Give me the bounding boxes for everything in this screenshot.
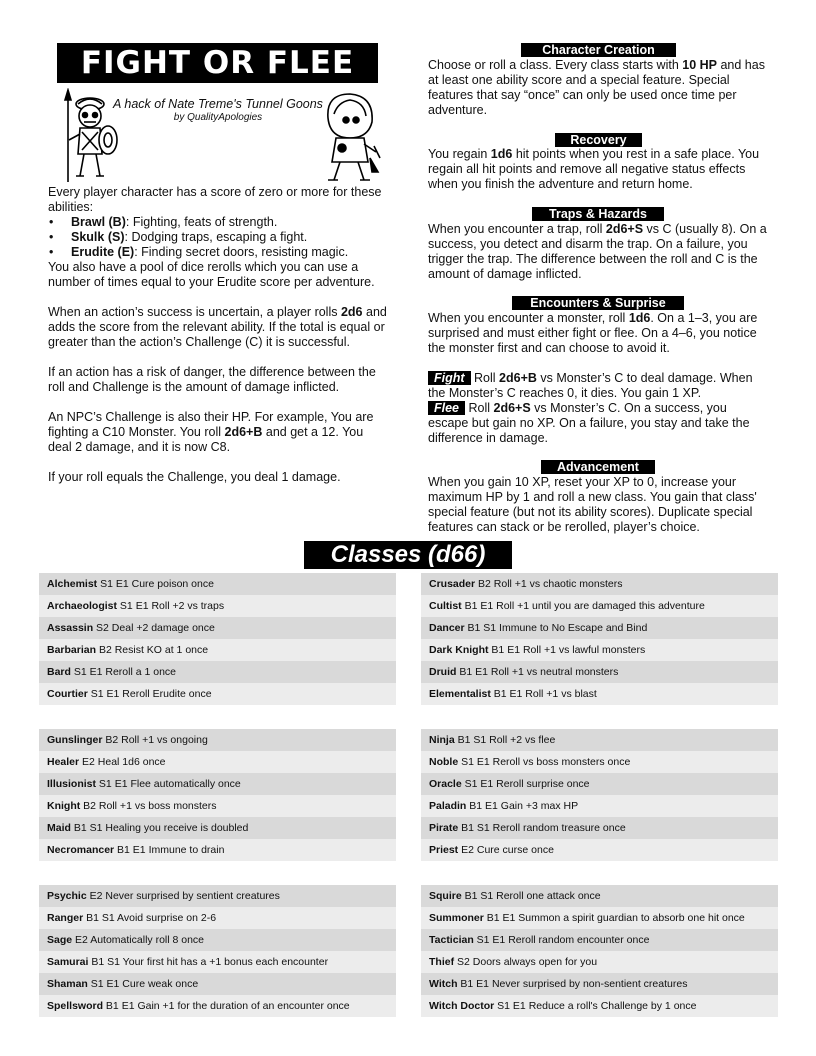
class-row (39, 817, 396, 839)
class-feature: S1 E1 Roll +2 vs traps (117, 600, 225, 612)
author-credit: by QualityApologies (173, 112, 263, 123)
class-feature: S1 E1 Cure weak once (87, 978, 199, 990)
encounters-heading: Encounters & Surprise (512, 296, 684, 310)
class-feature: B2 Resist KO at 1 once (96, 644, 209, 656)
class-name: Crusader (429, 578, 476, 590)
class-row (39, 683, 396, 705)
class-name: Gunslinger (47, 734, 103, 746)
class-table-2 (421, 573, 778, 705)
subtitle: A hack of Nate Treme's Tunnel Goons (113, 97, 323, 111)
class-row (421, 639, 778, 661)
class-name: Illusionist (47, 778, 97, 790)
class-name: Bard (47, 666, 71, 678)
class-name: Courtier (47, 688, 88, 700)
class-feature: B1 E1 Roll +1 vs blast (490, 688, 597, 700)
class-row (39, 639, 396, 661)
class-table-4 (421, 729, 778, 861)
class-name: Necromancer (47, 844, 115, 856)
class-table-3 (39, 729, 396, 861)
class-feature: S1 E1 Reroll surprise once (461, 778, 590, 790)
class-row (421, 795, 778, 817)
class-feature: B1 E1 Gain +3 max HP (466, 800, 579, 812)
class-name: Witch (429, 978, 458, 990)
class-feature: E2 Cure curse once (458, 844, 554, 856)
class-row (39, 973, 396, 995)
class-row (39, 795, 396, 817)
character-creation-text: Choose or roll a class. Every class starts with 10 HP and has at least one ability score and a special feature. Special features that say “once” can only be used once time per adventure. (428, 58, 765, 117)
class-name: Dark Knight (429, 644, 489, 656)
class-row (421, 929, 778, 951)
class-row (39, 751, 396, 773)
class-feature: S2 Deal +2 damage once (93, 622, 215, 634)
class-row (421, 973, 778, 995)
class-feature: B1 E1 Summon a spirit guardian to absorb one hit once (483, 912, 745, 924)
class-name: Ninja (429, 734, 455, 746)
class-row (421, 995, 778, 1017)
class-feature: S1 E1 Reroll vs boss monsters once (458, 756, 631, 768)
class-row (39, 839, 396, 861)
class-name: Assassin (47, 622, 94, 634)
class-feature: B1 E1 Roll +1 vs lawful monsters (488, 644, 646, 656)
ability-skulk (71, 230, 388, 245)
class-name: Summoner (429, 912, 484, 924)
class-name: Witch Doctor (429, 1000, 495, 1012)
page-title: FIGHT OR FLEE (57, 43, 378, 83)
class-name: Sage (47, 934, 73, 946)
fight-tag: Fight (428, 371, 471, 385)
flee-tag: Flee (428, 401, 465, 415)
recovery-text: You regain 1d6 hit points when you rest in a safe place. You regain all hit points and remove all negative status effects when you finish the adventure and return home. (428, 147, 760, 191)
class-name: Druid (429, 666, 457, 678)
class-table-1 (39, 573, 396, 705)
classes-heading: Classes (d66) (304, 541, 512, 569)
class-feature: S1 E1 Cure poison once (97, 578, 214, 590)
class-feature: E2 Heal 1d6 once (79, 756, 166, 768)
class-name: Noble (429, 756, 459, 768)
character-creation-heading: Character Creation (521, 43, 676, 57)
class-row (39, 661, 396, 683)
encounters-text: When you encounter a monster, roll 1d6. On a 1–3, you are surprised and must either fight or flee. On a 4–6, you notice the monster first and can choose to avoid it. (428, 311, 758, 355)
class-feature: E2 Never surprised by sentient creatures (86, 890, 280, 902)
class-feature: B1 E1 Immune to drain (114, 844, 225, 856)
class-feature: B2 Roll +1 vs chaotic monsters (475, 578, 623, 590)
class-name: Barbarian (47, 644, 97, 656)
ability-name: Skulk (S) (71, 230, 125, 244)
class-row (39, 595, 396, 617)
class-name: Psychic (47, 890, 87, 902)
abilities-list (48, 215, 388, 260)
class-feature: B1 S1 Avoid surprise on 2-6 (83, 912, 217, 924)
npc-challenge-rule: An NPC’s Challenge is also their HP. For example, You are fighting a C10 Monster. You roll 2d6+B and get a 12. You deal 2 damage, and it is now C8. (48, 410, 374, 454)
class-row (39, 995, 396, 1017)
class-row (39, 617, 396, 639)
class-name: Tactician (429, 934, 474, 946)
class-feature: B1 S1 Reroll random treasure once (458, 822, 626, 834)
ability-desc: : Dodging traps, escaping a fight. (124, 230, 308, 244)
class-feature: B1 S1 Immune to No Escape and Bind (464, 622, 648, 634)
tie-rule: If your roll equals the Challenge, you deal 1 damage. (48, 470, 341, 484)
class-name: Samurai (47, 956, 89, 968)
class-row (421, 885, 778, 907)
class-row (421, 839, 778, 861)
fight-rule: Fight Roll 2d6+B vs Monster’s C to deal damage. When the Monster’s C reaches 0, it dies. You gain 1 XP. (428, 371, 753, 400)
class-row (421, 661, 778, 683)
class-name: Paladin (429, 800, 467, 812)
class-feature: B1 E1 Gain +1 for the duration of an encounter once (103, 1000, 350, 1012)
class-feature: E2 Automatically roll 8 once (72, 934, 205, 946)
class-name: Thief (429, 956, 455, 968)
class-feature: B1 S1 Roll +2 vs flee (454, 734, 556, 746)
advancement-text: When you gain 10 XP, reset your XP to 0, increase your maximum HP by 1 and roll a new class. You gain that class' special feature (but not its ability scores). Duplicate special features can stack or be rerolled, player’s choice. (428, 475, 757, 534)
class-name: Elementalist (429, 688, 491, 700)
class-row (421, 573, 778, 595)
class-name: Healer (47, 756, 80, 768)
hooded-thief-illustration (316, 88, 384, 184)
class-feature: S1 E1 Reduce a roll's Challenge by 1 once (494, 1000, 697, 1012)
class-feature: B2 Roll +1 vs boss monsters (80, 800, 217, 812)
class-name: Knight (47, 800, 81, 812)
class-table-5 (39, 885, 396, 1017)
recovery-heading: Recovery (555, 133, 642, 147)
class-row (421, 683, 778, 705)
class-name: Priest (429, 844, 459, 856)
core-rules (48, 185, 388, 485)
advancement-heading: Advancement (541, 460, 655, 474)
ability-desc: : Finding secret doors, resisting magic. (134, 245, 349, 259)
ability-erudite (71, 245, 388, 260)
class-feature: B1 S1 Reroll one attack once (461, 890, 601, 902)
class-row (39, 773, 396, 795)
class-name: Shaman (47, 978, 88, 990)
class-row (421, 729, 778, 751)
class-row (39, 907, 396, 929)
fight-flee-rules (428, 371, 768, 446)
class-row (39, 951, 396, 973)
action-rule: When an action’s success is uncertain, a player rolls 2d6 and adds the score from the relevant ability. If the total is equal or greater than the action’s Challenge (C) it is successful. (48, 305, 387, 349)
ability-name: Erudite (E) (71, 245, 135, 259)
class-row (421, 595, 778, 617)
abilities-intro: Every player character has a score of zero or more for these abilities: (48, 185, 382, 214)
class-name: Oracle (429, 778, 462, 790)
class-row (421, 773, 778, 795)
class-table-6 (421, 885, 778, 1017)
class-feature: B1 E1 Roll +1 vs neutral monsters (456, 666, 619, 678)
class-feature: B1 S1 Your first hit has a +1 bonus each encounter (88, 956, 329, 968)
class-row (39, 729, 396, 751)
class-row (39, 885, 396, 907)
class-feature: B1 E1 Never surprised by non-sentient creatures (457, 978, 688, 990)
class-feature: B1 E1 Roll +1 until you are damaged this adventure (461, 600, 705, 612)
class-row (421, 951, 778, 973)
class-name: Pirate (429, 822, 459, 834)
class-row (421, 751, 778, 773)
ability-desc: : Fighting, feats of strength. (125, 215, 278, 229)
flee-rule: Flee Roll 2d6+S vs Monster’s C. On a success, you escape but gain no XP. On a failure, you stay and take the difference in damage. (428, 401, 750, 445)
ability-name: Brawl (B) (71, 215, 126, 229)
class-name: Ranger (47, 912, 84, 924)
class-row (421, 817, 778, 839)
class-feature: S1 E1 Reroll a 1 once (70, 666, 176, 678)
rerolls-text: You also have a pool of dice rerolls which you can use a number of times equal to your Erudite score per adventure. (48, 260, 375, 289)
class-feature: S1 E1 Flee automatically once (96, 778, 241, 790)
class-name: Cultist (429, 600, 462, 612)
class-name: Spellsword (47, 1000, 104, 1012)
class-row (39, 573, 396, 595)
class-feature: S2 Doors always open for you (454, 956, 598, 968)
class-row (421, 617, 778, 639)
class-name: Archaeologist (47, 600, 118, 612)
class-row (421, 907, 778, 929)
traps-heading: Traps & Hazards (532, 207, 664, 221)
class-feature: S1 E1 Reroll Erudite once (87, 688, 212, 700)
class-feature: S1 E1 Reroll random encounter once (473, 934, 650, 946)
class-name: Maid (47, 822, 71, 834)
class-name: Alchemist (47, 578, 98, 590)
class-name: Squire (429, 890, 462, 902)
ability-brawl (71, 215, 388, 230)
class-feature: B1 S1 Healing you receive is doubled (70, 822, 249, 834)
danger-rule: If an action has a risk of danger, the difference between the roll and Challenge is the amount of damage inflicted. (48, 365, 376, 394)
class-name: Dancer (429, 622, 465, 634)
class-feature: B2 Roll +1 vs ongoing (102, 734, 208, 746)
traps-text: When you encounter a trap, roll 2d6+S vs C (usually 8). On a success, you detect and disarm the trap. On a failure, you trigger the trap. The difference between the roll and C is the amount of damage inflicted. (428, 222, 767, 281)
class-row (39, 929, 396, 951)
